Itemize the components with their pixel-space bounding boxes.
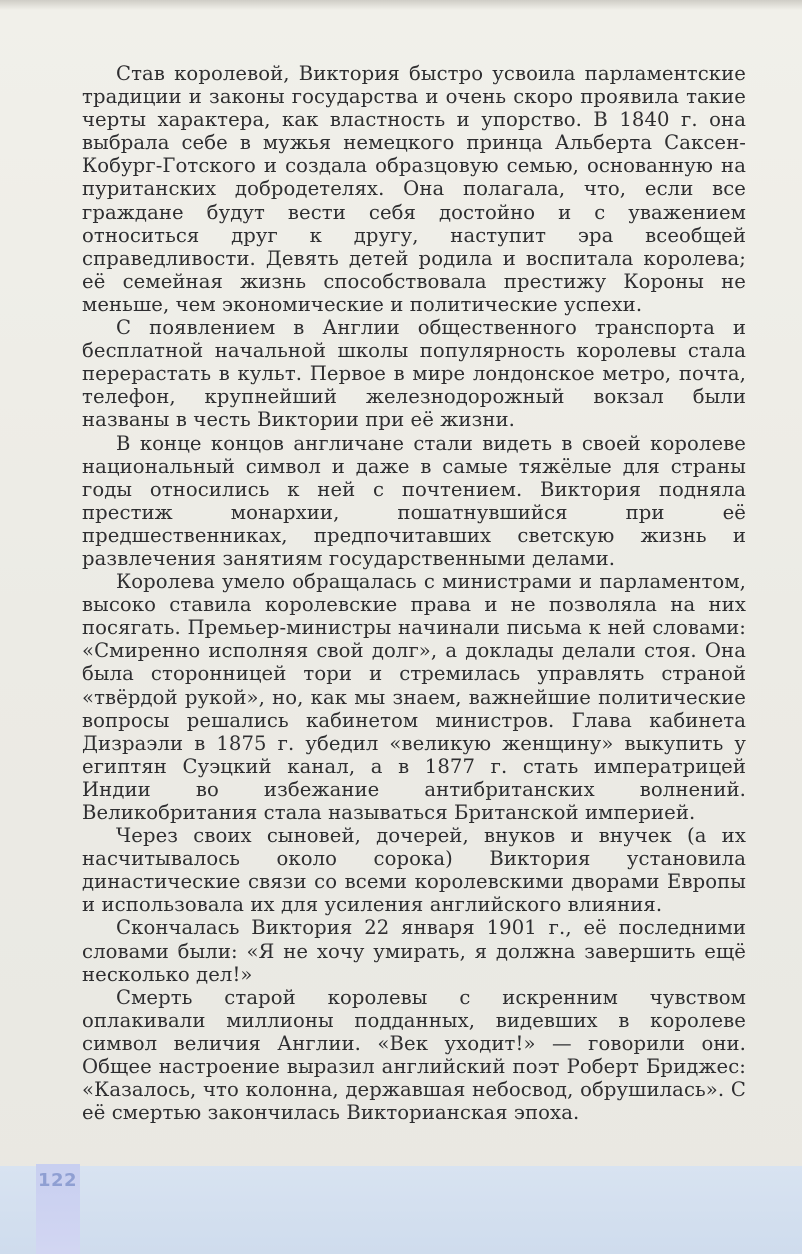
paragraph-3: В конце концов англичане стали видеть в своей королеве национальный символ и даже в самые тяжёлые для страны годы относились к ней с почтением. Виктория подняла престиж монархии, пошатнувшийся при её предшественниках, предпочитавших светскую жизнь и развлечения занятиям государственными делами. bbox=[82, 431, 746, 570]
paragraph-6: Скончалась Виктория 22 января 1901 г., её последними словами были: «Я не хочу умирать, я должна завершить ещё несколько дел!» bbox=[82, 916, 746, 986]
page-top-edge bbox=[0, 0, 802, 10]
body-text bbox=[82, 62, 746, 1124]
page-number: 122 bbox=[38, 1170, 78, 1191]
paragraph-7: Смерть старой королевы с искренним чувством оплакивали миллионы подданных, видевших в королеве символ величия Англии. «Век уходит!» — говорили они. Общее настроение выразил английский поэт Роберт Бриджес: «Казалось, что колонна, державшая небосвод, обрушилась». С её смертью закончилась Викторианская эпоха. bbox=[82, 985, 746, 1125]
paragraph-4: Королева умело обращалась с министрами и парламентом, высоко ставила королевские права и не позволяла на них посягать. Премьер-министры начинали письма к ней словами: «Смиренно исполняя свой долг», а доклады делали стоя. Она была сторонницей тори и стремилась управлять страной «твёрдой рукой», но, как мы знаем, важнейшие политические вопросы решались кабинетом министров. Глава кабинета Дизраэли в 1875 г. убедил «великую женщину» выкупить у египтян Суэцкий канал, а в 1877 г. стать императрицей Индии во избежание антибританских волнений. Великобритания стала называться Британской империей. bbox=[82, 570, 746, 824]
paragraph-1: Став королевой, Виктория быстро усвоила парламентские традиции и законы государства и очень скоро проявила такие черты характера, как властность и упорство. В 1840 г. она выбрала себе в мужья немецкого принца Альберта Саксен-Кобург-Готского и создала образцовую семью, основанную на пуританских добродетелях. Она полагала, что, если все граждане будут вести себя достойно и с уважением относиться друг к другу, наступит эра всеобщей справедливости. Девять детей родила и воспитала королева; её семейная жизнь способствовала престижу Короны не меньше, чем экономические и политические успехи. bbox=[82, 62, 746, 316]
paragraph-2: С появлением в Англии общественного транспорта и бесплатной начальной школы популярность королевы стала перерастать в культ. Первое в мире лондонское метро, почта, телефон, крупнейший железнодорожный вокзал были названы в честь Виктории при её жизни. bbox=[82, 316, 746, 432]
footer-band bbox=[0, 1166, 802, 1254]
paragraph-5: Через своих сыновей, дочерей, внуков и внучек (а их насчитывалось около сорока) Виктория установила династические связи со всеми королевскими дворами Европы и использовала их для усиления английского влияния. bbox=[82, 824, 746, 917]
